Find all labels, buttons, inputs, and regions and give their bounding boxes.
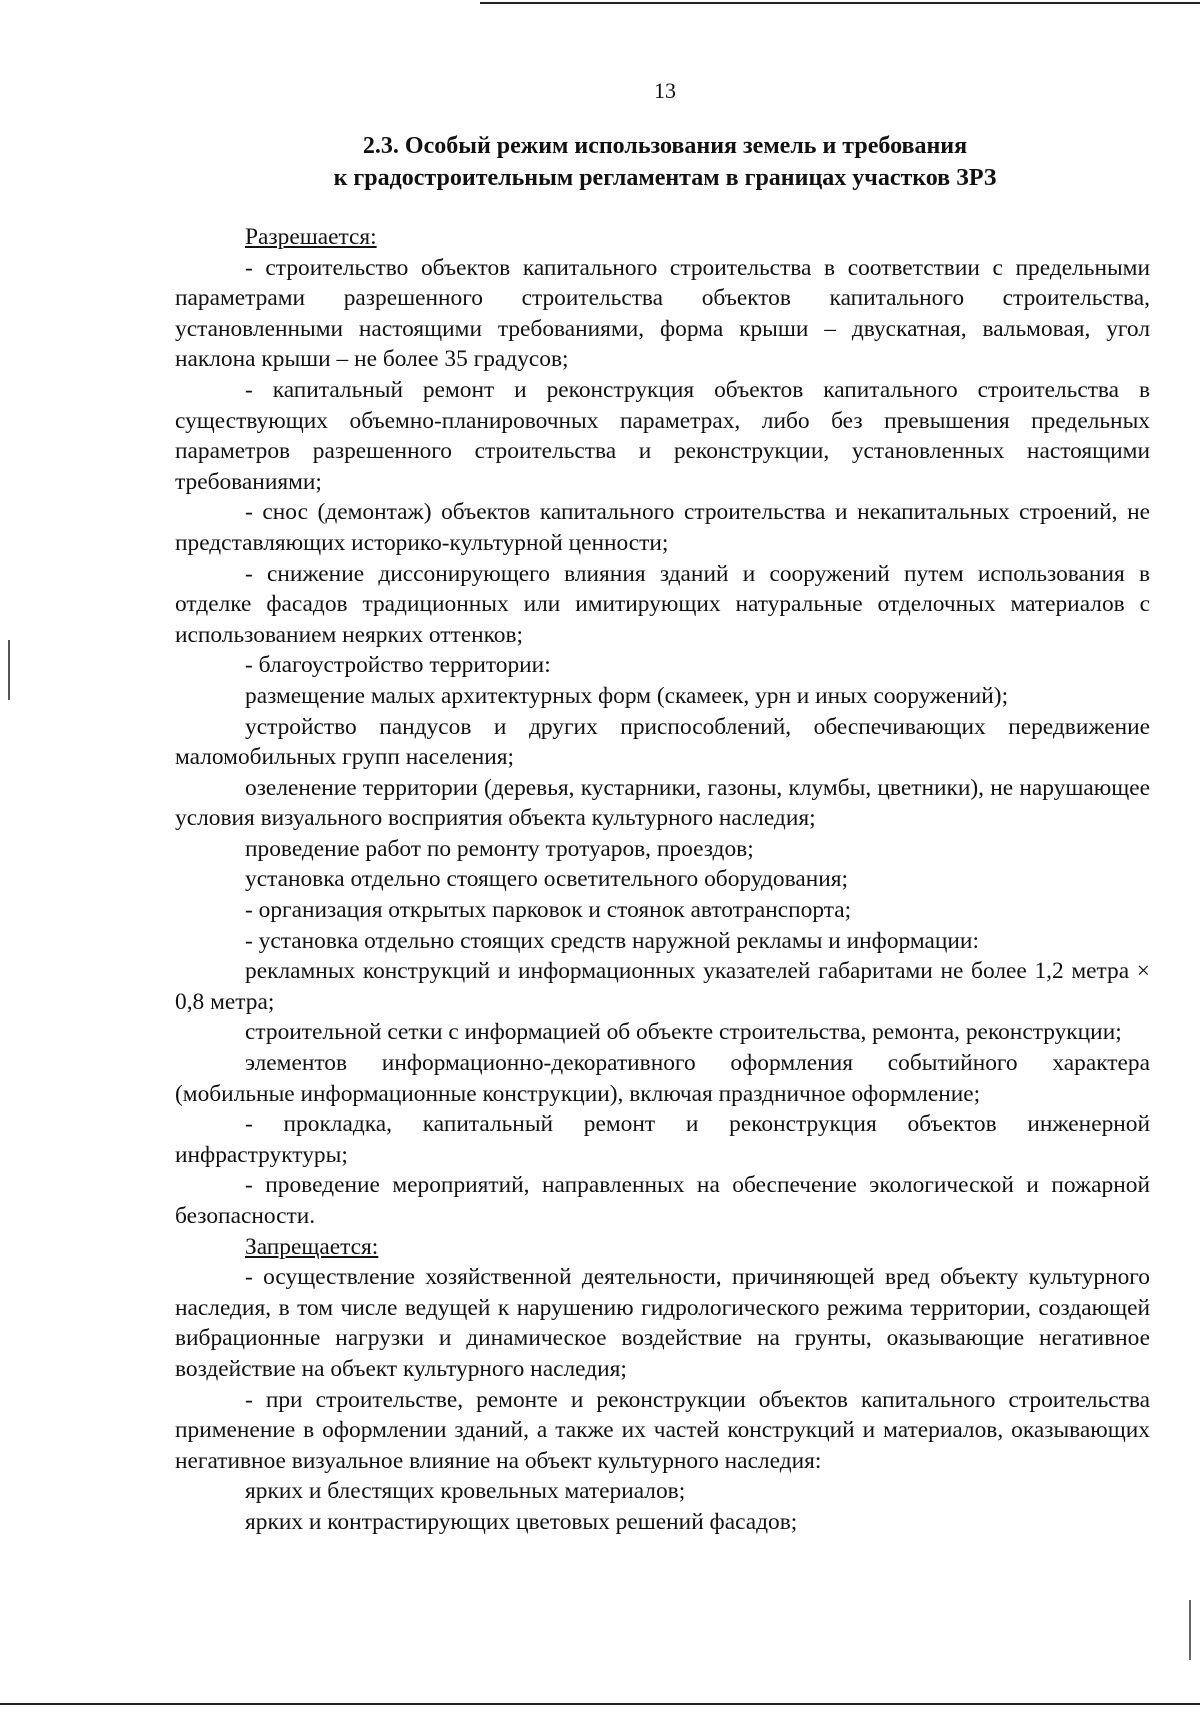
allowed-item: - строительство объектов капитального строительства в соответствии с предельными параметрами разрешенного строительства объектов капитального строительства, установленными настоящими требованиями, форма крыши – двускатная, вальмовая, угол наклона крыши – не более 35 градусов; xyxy=(175,254,1150,373)
prohibited-item: - осуществление хозяйственной деятельности, причиняющей вред объекту культурного наследия, в том числе ведущей к нарушению гидрологического режима территории, создающей вибрационные нагрузки и динамическое воздействие на грунты, оказывающие негативное воздействие на объект культурного наследия; xyxy=(175,1264,1150,1382)
allowed-item: - установка отдельно стоящих средств наружной рекламы и информации: xyxy=(245,927,979,954)
allowed-item: размещение малых архитектурных форм (скамеек, урн и иных сооружений); xyxy=(245,682,1009,709)
prohibited-label: Запрещается: xyxy=(245,1233,379,1260)
allowed-item: - снос (демонтаж) объектов капитального строительства и некапитальных строений, не представляющих историко-культурной ценности; xyxy=(175,499,1150,556)
allowed-label: Разрешается: xyxy=(245,224,377,250)
allowed-item: элементов информационно-декоративного оформления событийного характера (мобильные информационные конструкции), включая праздничное оформление; xyxy=(175,1050,1150,1107)
scan-artifact-left xyxy=(8,640,10,700)
prohibited-item: - при строительстве, ремонте и реконструкции объектов капитального строительства применение в оформлении зданий, а также их частей конструкций и материалов, оказывающих негативное визуальное влияние на объект культурного наследия: xyxy=(175,1386,1150,1474)
allowed-item: - благоустройство территории: xyxy=(245,652,551,679)
allowed-item: озеленение территории (деревья, кустарники, газоны, клумбы, цветники), не нарушающее условия визуального восприятия объекта культурного наследия; xyxy=(175,774,1150,832)
scan-artifact-right xyxy=(1189,1600,1191,1660)
prohibited-item: ярких и блестящих кровельных материалов; xyxy=(245,1478,686,1505)
prohibited-item: ярких и контрастирующих цветовых решений фасадов; xyxy=(245,1508,798,1535)
bottom-border-line xyxy=(0,1703,1200,1705)
allowed-item: - проведение мероприятий, направленных на обеспечение экологической и пожарной безопасности. xyxy=(175,1172,1150,1229)
allowed-item: рекламных конструкций и информационных указателей габаритами не более 1,2 метра × 0,8 метра; xyxy=(175,958,1150,1015)
allowed-item: - прокладка, капитальный ремонт и реконструкция объектов инженерной инфраструктуры; xyxy=(175,1111,1150,1168)
allowed-item: строительной сетки с информацией об объекте строительства, ремонта, реконструкции; xyxy=(245,1019,1122,1046)
top-border-line xyxy=(480,2,1200,4)
page-number: 13 xyxy=(654,78,676,103)
section-heading xyxy=(0,130,1200,194)
section-heading-line-2: к градостроительным регламентам в границах участков ЗРЗ xyxy=(333,165,997,191)
allowed-item: проведение работ по ремонту тротуаров, проездов; xyxy=(245,835,754,862)
allowed-item: устройство пандусов и других приспособлений, обеспечивающих передвижение маломобильных групп населения; xyxy=(175,713,1150,771)
document-body xyxy=(175,222,1150,1538)
allowed-item: установка отдельно стоящего осветительного оборудования; xyxy=(245,866,849,893)
allowed-item: - капитальный ремонт и реконструкция объектов капитального строительства в существующих объемно-планировочных параметрах, либо без превышения предельных параметров разрешенного строительства и реконструкции, установленных настоящими требованиями; xyxy=(175,376,1150,495)
allowed-item: - организация открытых парковок и стоянок автотранспорта; xyxy=(245,897,852,924)
section-heading-line-1: 2.3. Особый режим использования земель и требования xyxy=(362,133,968,159)
allowed-item: - снижение диссонирующего влияния зданий и сооружений путем использования в отделке фасадов традиционных или имитирующих натуральные отделочных материалов с использованием неярких оттенков; xyxy=(175,560,1150,648)
